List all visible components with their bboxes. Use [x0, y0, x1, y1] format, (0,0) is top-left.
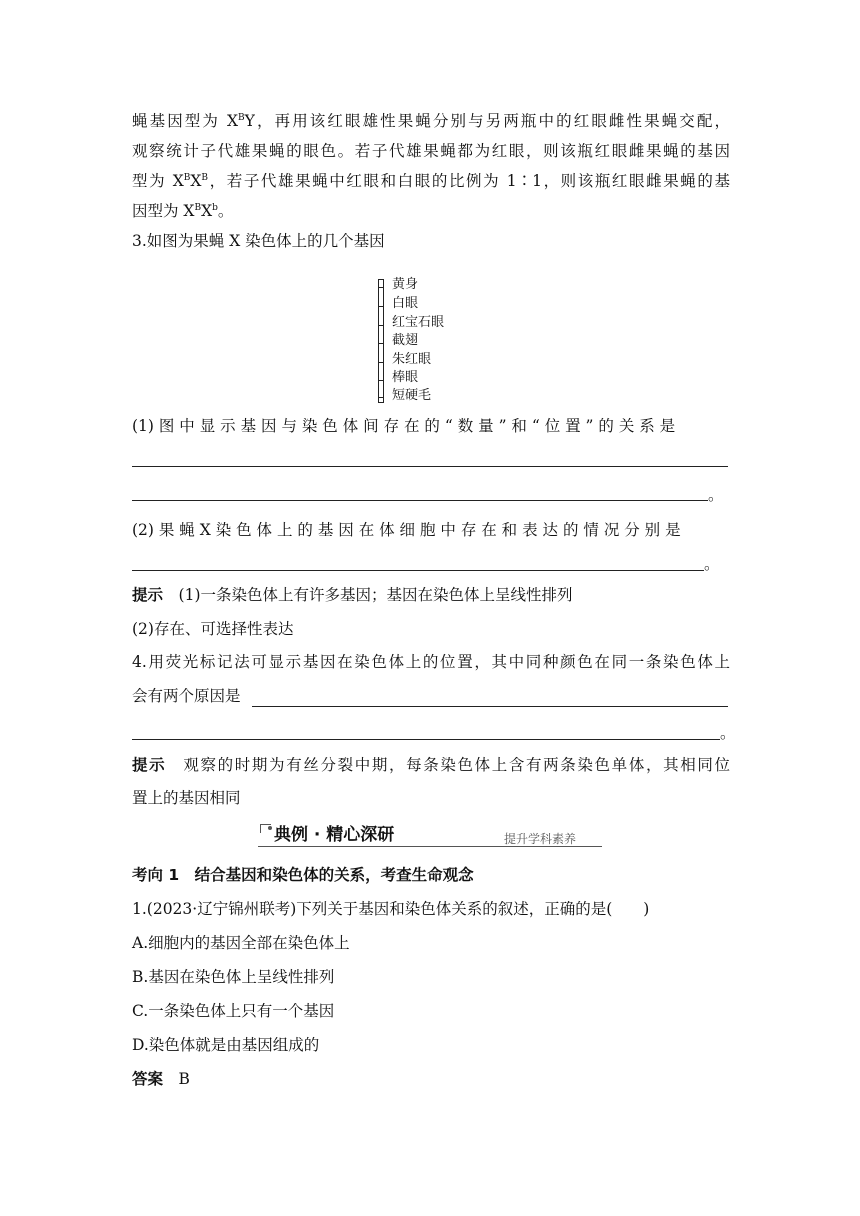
- q3-sub1-end: 。: [708, 486, 724, 504]
- answer-blank: [252, 706, 728, 707]
- para1-line1: 蝇基因型为 $X^BY$，再用该红眼雄性果蝇分别与另两瓶中的红眼雌性果蝇交配，: [132, 112, 730, 130]
- option-a: A.细胞内的基因全部在染色体上: [132, 934, 350, 952]
- gene-tick: [378, 287, 384, 288]
- answer-blank: [132, 739, 720, 740]
- banner-dot-icon: [268, 826, 272, 830]
- para1-line3: 型为 $X^BX^B$，若子代雄果蝇中红眼和白眼的比例为 1∶1，则该瓶红眼雌果蝇的基: [132, 172, 730, 190]
- gene-tick: [378, 343, 384, 344]
- question-stem: 1.(2023·辽宁锦州联考)下列关于基因和染色体关系的叙述，正确的是( ): [132, 900, 650, 918]
- gene-tick: [378, 380, 384, 381]
- chromosome-gene-diagram: [378, 275, 498, 405]
- q4-line1: 4.用荧光标记法可显示基因在染色体上的位置，其中同种颜色在同一条染色体上: [132, 653, 730, 671]
- gene-label: 截翅: [392, 333, 419, 348]
- hint-label: 提示: [132, 586, 164, 604]
- banner-underline: [258, 846, 602, 847]
- q3-sub1: (1) 图 中 显 示 基 因 与 染 色 体 间 存 在 的 “ 数 量 ” 和 “ 位 置 ” 的 关 系 是: [132, 417, 676, 435]
- q3-sub2: (2) 果 蝇 X 染 色 体 上 的 基 因 在 体 细 胞 中 存 在 和 表 达 的 情 况 分 别 是: [132, 521, 681, 539]
- gene-tick: [378, 325, 384, 326]
- answer-line: [132, 1068, 730, 1090]
- q4-hint-line1: 提示 观察的时期为有丝分裂中期，每条染色体上含有两条染色单体，其相同位: [132, 756, 730, 774]
- gene-tick: [378, 306, 384, 307]
- gene-label: 朱红眼: [392, 352, 432, 367]
- q4-line2: 会有两个原因是: [132, 687, 241, 705]
- banner-subtitle: 提升学科素养: [504, 832, 577, 846]
- gene-label: 棒眼: [392, 370, 419, 385]
- chromosome-bar: [378, 279, 384, 403]
- q3-title: 3.如图为果蝇 X 染色体上的几个基因: [132, 232, 385, 250]
- answer-blank: [132, 466, 728, 467]
- gene-label: 黄身: [392, 277, 419, 292]
- hint-label: 提示: [132, 756, 167, 774]
- gene-label: 红宝石眼: [392, 315, 445, 330]
- para1-line4: 因型为 $X^BX^b$。: [132, 202, 234, 220]
- q4-hint-line2: 置上的基因相同: [132, 789, 241, 807]
- option-b: B.基因在染色体上呈线性排列: [132, 968, 335, 986]
- q3-sub2-end: 。: [704, 555, 720, 573]
- gene-label: 白眼: [392, 296, 419, 311]
- q3-hint-line1: 提示 (1)一条染色体上有许多基因；基因在染色体上呈线性排列: [132, 586, 573, 604]
- answer-label: 答案: [132, 1070, 164, 1088]
- q4-end: 。: [720, 724, 736, 742]
- answer-value: B: [178, 1070, 190, 1088]
- para1-line2: 观察统计子代雄果蝇的眼色。若子代雄果蝇都为红眼，则该瓶红眼雌果蝇的基因: [132, 142, 730, 160]
- answer-blank: [132, 570, 704, 571]
- q3-hint-line2: (2)存在、可选择性表达: [132, 620, 294, 638]
- banner-title: 典例 · 精心深研: [274, 825, 395, 845]
- option-c: C.一条染色体上只有一个基因: [132, 1002, 335, 1020]
- section-heading: 考向 1 结合基因和染色体的关系，考查生命观念: [132, 866, 474, 884]
- section-banner: [258, 820, 602, 848]
- gene-tick: [378, 397, 384, 398]
- gene-tick: [378, 362, 384, 363]
- answer-blank: [132, 500, 708, 501]
- gene-label: 短硬毛: [392, 388, 432, 403]
- option-d: D.染色体就是由基因组成的: [132, 1036, 320, 1054]
